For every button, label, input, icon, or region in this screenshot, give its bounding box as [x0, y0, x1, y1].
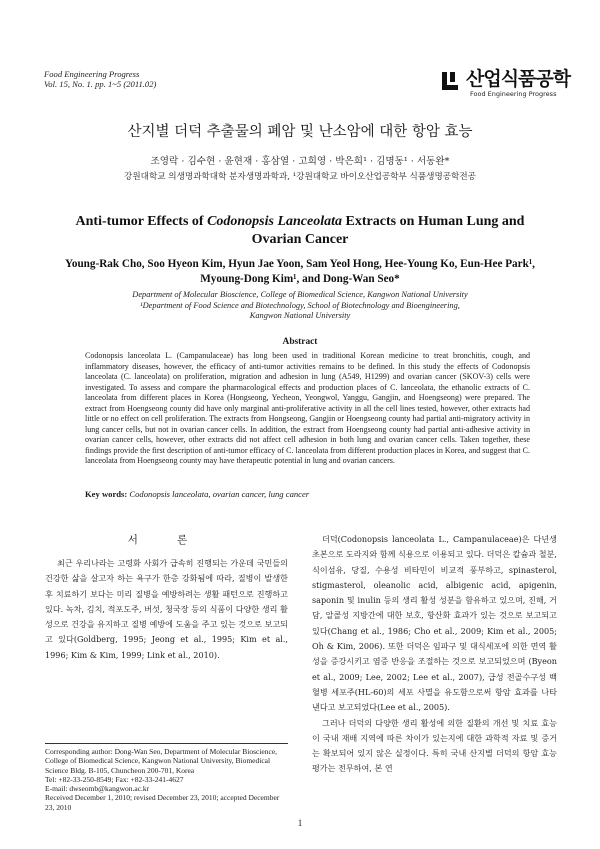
title-english	[60, 213, 540, 249]
authors-korean: 조영락 · 김수현 · 윤현재 · 홍삼열 · 고희영 · 박은희¹ · 김명동¹ · 서동완*	[150, 156, 450, 167]
journal-header	[44, 69, 156, 89]
page-number: 1	[297, 818, 303, 828]
footnote	[45, 747, 288, 812]
intro-paragraph-2: 더덕(Codonopsis lanceolata L., Campanulaceae)은 다년생 초본으로 도라지와 함께 식용으로 이용되고 있다. 더덕은 칼슘과 철분, 식이섬유, 당질, 수용성 비타민이 비교적 풍부하고, spinasterol, stigmasterol, oleanolic acid, albigenic acid, apigenin, saponin 및 inulin 등의 생리 활성 성분을 함유하고 있으며, 진해, 거담, 알콜성 지방간에 대한 보호, 항산화 효과가 있는 것으로 보고되고 있다(Chang et al., 1986; Cho et al., 2009; Kim et al., 2005; Oh & Kim, 2006). 또한 더덕은 임파구 및 대식세포에 의한 면역 활성을 증강시키고 염증 반응을 조절하는 것으로 보고되었으며 (Byeon et al., 2009; Lee, 2002; Lee et al., 2007), 급성 전골수구성 백혈병 세포주(HL-60)의 세포 사멸을 유도함으로써 항암 효과를 나타낸다고 보고되었다(Lee et al., 2005).	[312, 534, 557, 713]
affiliation-line-3: Kangwon National University	[249, 311, 351, 320]
title-english-species: Codonopsis Lanceolata	[207, 214, 343, 229]
affiliation-korean: 강원대학교 의생명과학대학 분자생명과학과, ¹강원대학교 바이오산업공학부 식품생명공학전공	[124, 172, 476, 182]
keywords-text: Codonopsis lanceolata, ovarian cancer, lung cancer	[129, 489, 310, 499]
authors-english: Young-Rak Cho, Soo Hyeon Kim, Hyun Jae Yoon, Sam Yeol Hong, Hee-Young Ko, Eun-Hee Park¹, Myoung-Dong Kim¹, and Dong-Wan Seo*	[65, 258, 535, 285]
footnote-email: E-mail: dwseomb@kangwon.ac.kr	[45, 784, 150, 794]
journal-logo	[440, 64, 571, 110]
title-english-post: Extracts on Human Lung and Ovarian Cancer	[251, 214, 525, 247]
abstract-text: Codonopsis lanceolata L. (Campanulaceae) has long been used in traditional Korean medicine to treat bronchitis, cough, and inflammatory diseases, however, the efficacy of anti-tumor activities remains to be defined. In this study the effects of Codonopsis lanceolata (C. lanceolata) on proliferation, migration and adhesion in lung (A549, H1299) and ovarian cancer (SKOV-3) cells were investigated. To assess and compare the pharmacological effects and production places of C. lanceolata, the ethanolic extracts of C. lanceolata from different places in Korea (Hongseong, Yecheon, Yeongwol, Yanggu, Gangjin, and Hoengseong) were prepared. The extract from Hoengseong county did have only marginal anti-proliferative activity in all the cell lines tested, however, other extracts had little or no effect on cell proliferation. The extracts from Hongseong, Gangjin or Hoengseong county had partial anti-migratory activity in lung cancer cells, but not in ovarian cancer cells. In addition, the extract from Hoengseong county had partial anti-adhesive activity in ovarian cancer cells, however, other extracts did not affect cell adhesion in both lung and ovarian cancer cells. Taken together, these findings provide the first description of anti-tumor efficacy of C. lanceolata from different production places in Korea, and suggest that C. lanceolata from Hoengseong county may have therapeutic potential in lung and ovarian cancers.	[85, 351, 530, 466]
abstract-heading: Abstract	[282, 337, 318, 347]
logo-mark-icon	[440, 70, 462, 94]
logo-text: 산업식품공학	[466, 68, 571, 90]
left-column	[45, 532, 288, 663]
intro-paragraph-1: 최근 우리나라는 고령화 사회가 급속히 진행되는 가운데 국민들의 건강한 삶을 살고자 하는 욕구가 한층 강화됨에 따라, 질병이 발생한 후 치료하기 보다는 미리 질병을 예방하려는 생활 패턴으로 진행하고 있다. 녹차, 김치, 적포도주, 버섯, 청국장 등의 식품이 다양한 생리 활성으로 건강을 유지하고 질병 예방에 도움을 주고 있는 것으로 보고되고 있다(Goldberg, 1995; Jeong et al., 1995; Kim et al., 1996; Kim & Kim, 1999; Link et al., 2010).	[45, 558, 288, 660]
journal-volume: Vol. 15, No. 1. pp. 1~5 (2011.02)	[44, 79, 157, 89]
journal-name: Food Engineering Progress	[44, 69, 140, 79]
logo-subtitle: Food Engineering Progress	[470, 90, 557, 98]
footnote-phone: Tel: +82-33-250-8549; Fax: +82-33-241-4627	[45, 774, 184, 784]
keywords-label: Key words:	[85, 489, 128, 499]
footnote-received: Received December 1, 2010; revised December 23, 2010; accepted December 23, 2010	[45, 793, 280, 812]
affiliation-line-1: Department of Molecular Bioscience, College of Biomedical Science, Kangwon National University	[132, 290, 468, 299]
affiliation-english	[40, 290, 560, 322]
title-english-pre: Anti-tumor Effects of	[75, 214, 208, 229]
intro-paragraph-3: 그러나 더덕의 다양한 생리 활성에 의한 질환의 개선 및 치료 효능이 국내 재배 지역에 따른 차이가 있는지에 대한 과학적 자료 및 증거는 확보되어 있지 않은 실정이다. 특히 국내 산지별 더덕의 항암 효능 평가는 전무하여, 본 연	[312, 717, 557, 774]
title-korean: 산지별 더덕 추출물의 폐암 및 난소암에 대한 항암 효능	[127, 124, 473, 140]
section-heading-introduction: 서 론	[127, 534, 206, 546]
right-column	[312, 532, 557, 777]
affiliation-line-2: ¹Department of Food Science and Biotechnology, School of Biotechnology and Bioengineering,	[140, 300, 460, 310]
keywords	[85, 489, 530, 499]
footnote-divider	[45, 743, 288, 744]
footnote-corresponding: Corresponding author: Dong-Wan Seo, Department of Molecular Bioscience, College of Biomedical Science, Kangwon National University, Biomedical Science Bldg. B-105, Chuncheon 200-701, Korea	[45, 747, 278, 775]
